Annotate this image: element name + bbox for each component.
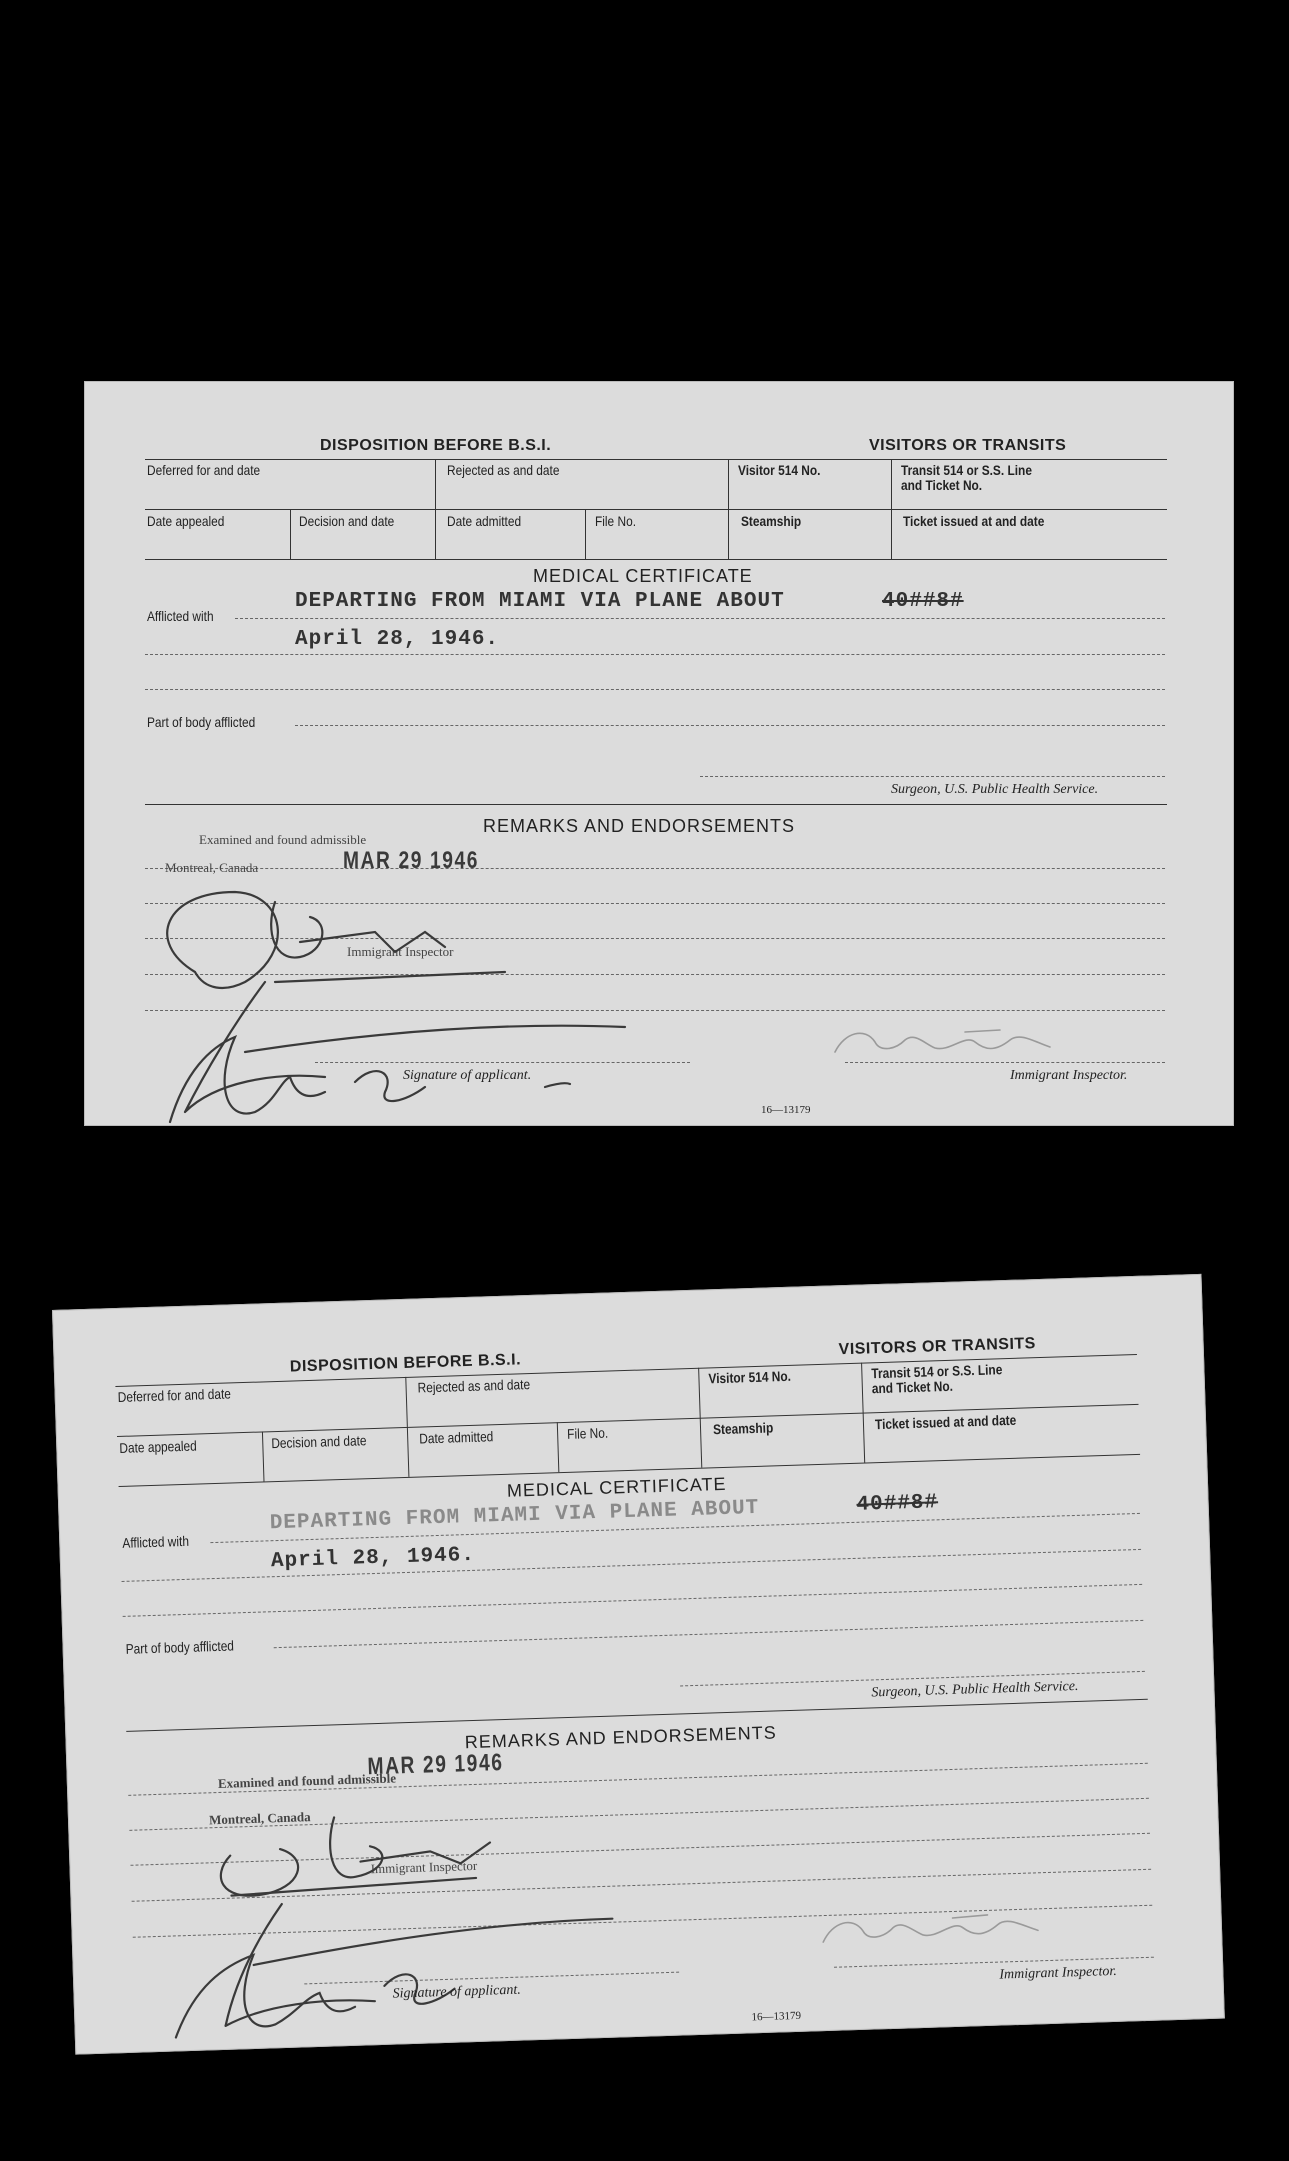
- visitors-header: VISITORS OR TRANSITS: [838, 1335, 1037, 1359]
- stamp-inspector-text: Immigrant Inspector: [370, 1857, 478, 1877]
- date-appealed-label: Date appealed: [119, 1437, 197, 1456]
- decision-label: Decision and date: [271, 1432, 367, 1452]
- handwritten-signatures-image: [127, 1751, 696, 2058]
- disposition-header: DISPOSITION BEFORE B.S.I.: [320, 437, 552, 454]
- signature-of-applicant-label: Signature of applicant.: [403, 1068, 532, 1083]
- handwritten-signatures-image: [125, 822, 685, 1142]
- afflicted-struck-text: 40##8#: [882, 590, 964, 613]
- transit-label-2: and Ticket No.: [901, 477, 983, 493]
- visitor-514-label: Visitor 514 No.: [738, 462, 821, 478]
- form-number: 16—13179: [751, 2009, 802, 2024]
- afflicted-typed-line1: DEPARTING FROM MIAMI VIA PLANE ABOUT: [269, 1496, 760, 1536]
- surgeon-label: Surgeon, U.S. Public Health Service.: [871, 1678, 1079, 1701]
- afflicted-label: Afflicted with: [122, 1532, 190, 1551]
- remarks-header: REMARKS AND ENDORSEMENTS: [483, 816, 796, 836]
- immigrant-inspector-label: Immigrant Inspector.: [1010, 1068, 1128, 1083]
- part-of-body-label: Part of body afflicted: [147, 714, 256, 730]
- ticket-issued-label: Ticket issued at and date: [903, 513, 1045, 529]
- file-no-label: File No.: [566, 1424, 609, 1442]
- signature-of-applicant-label: Signature of applicant.: [392, 1982, 522, 2002]
- afflicted-typed-line2: April 28, 1946.: [295, 628, 500, 651]
- inspector-signature-image: [812, 1905, 1063, 1958]
- remarks-header: REMARKS AND ENDORSEMENTS: [464, 1722, 777, 1753]
- immigrant-inspector-label: Immigrant Inspector.: [999, 1963, 1117, 1983]
- inspector-signature-image: [825, 1022, 1075, 1067]
- surgeon-label: Surgeon, U.S. Public Health Service.: [891, 782, 1099, 797]
- deferred-label: Deferred for and date: [117, 1385, 232, 1405]
- steamship-label: Steamship: [741, 513, 802, 529]
- stamp-date: MAR 29 1946: [367, 1749, 504, 1781]
- transit-label-2: and Ticket No.: [871, 1377, 954, 1397]
- medical-certificate-header: MEDICAL CERTIFICATE: [533, 566, 753, 586]
- afflicted-struck-text: 40##8#: [856, 1491, 939, 1517]
- afflicted-typed-line2: April 28, 1946.: [270, 1543, 476, 1574]
- ticket-issued-label: Ticket issued at and date: [874, 1411, 1017, 1433]
- afflicted-typed-line1: DEPARTING FROM MIAMI VIA PLANE ABOUT: [295, 590, 785, 613]
- stamp-place-text: Montreal, Canada: [165, 860, 259, 875]
- disposition-header: DISPOSITION BEFORE B.S.I.: [289, 1351, 522, 1376]
- medical-certificate-header: MEDICAL CERTIFICATE: [506, 1473, 727, 1501]
- stamp-examined-text: Examined and found admissible: [199, 832, 367, 847]
- stamp-examined-text: Examined and found admissible: [217, 1770, 397, 1792]
- immigration-card-bottom: [52, 1274, 1225, 2055]
- decision-label: Decision and date: [299, 513, 395, 529]
- part-of-body-label: Part of body afflicted: [125, 1637, 235, 1657]
- transit-label-1: Transit 514 or S.S. Line: [871, 1361, 1003, 1382]
- rejected-label: Rejected as and date: [417, 1376, 531, 1396]
- stamp-place-text: Montreal, Canada: [208, 1809, 311, 1828]
- transit-label-1: Transit 514 or S.S. Line: [901, 462, 1032, 478]
- deferred-label: Deferred for and date: [147, 462, 261, 478]
- steamship-label: Steamship: [712, 1419, 774, 1438]
- file-no-label: File No.: [595, 513, 636, 529]
- rejected-label: Rejected as and date: [447, 462, 560, 478]
- immigration-card-top: [84, 381, 1234, 1126]
- date-appealed-label: Date appealed: [147, 513, 225, 529]
- stamp-date: MAR 29 1946: [343, 847, 480, 874]
- afflicted-label: Afflicted with: [147, 608, 214, 624]
- form-number: 16—13179: [761, 1104, 811, 1116]
- date-admitted-label: Date admitted: [447, 513, 522, 529]
- visitor-514-label: Visitor 514 No.: [708, 1367, 792, 1387]
- visitors-header: VISITORS OR TRANSITS: [869, 437, 1067, 454]
- date-admitted-label: Date admitted: [418, 1428, 494, 1447]
- stamp-inspector-text: Immigrant Inspector: [347, 944, 454, 959]
